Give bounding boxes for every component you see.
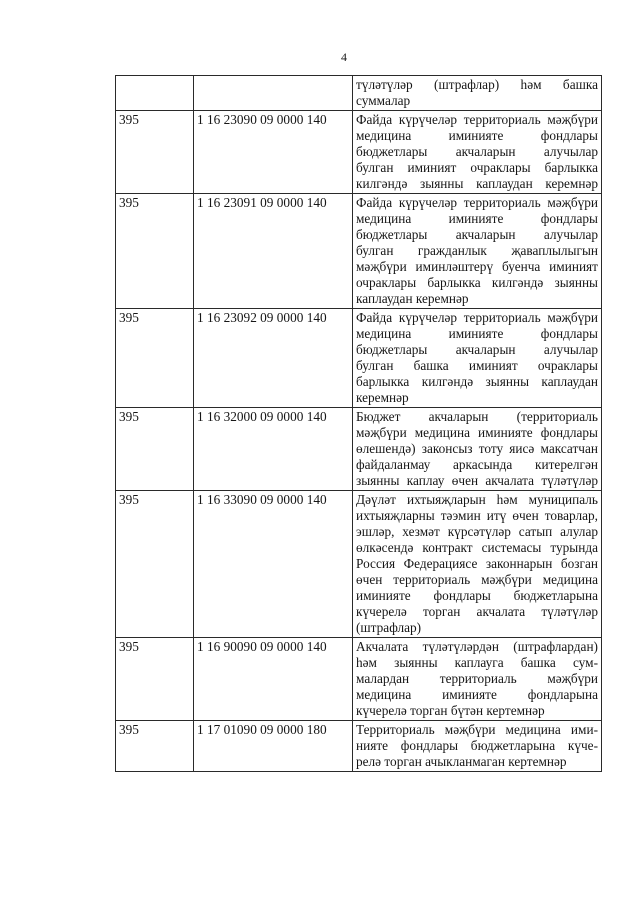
description-line: медицина иминияте фондлары [356, 326, 598, 341]
income-code-cell: 1 16 23092 09 0000 140 [194, 309, 353, 408]
income-code-cell [194, 76, 353, 111]
income-code-cell: 1 17 01090 09 0000 180 [194, 721, 353, 772]
description-line: булган башка иминият очраклары [356, 358, 598, 373]
description-line: ихтыяҗларны тәэмин итү өчен товарлар, [356, 508, 598, 523]
admin-code-cell [116, 76, 194, 111]
description-line: медицина иминияте фондлары [356, 128, 598, 143]
description-line: өлкәсендә контракт системасы турында [356, 540, 598, 555]
table-row [116, 408, 602, 491]
description-line: релә торган ачыкланмаган кертемнәр [356, 754, 567, 769]
description-line: каплаудан керемнәр [356, 291, 469, 306]
description-line: булган гражданлык җаваплылыгын [356, 243, 598, 258]
description-line: Файда күрүчеләр территориаль мәҗбүри [356, 310, 598, 325]
description-line: медицина иминияте фондларына [356, 687, 598, 702]
description-line: бюджетлары акчаларын алучылар [356, 144, 598, 159]
description-line: нияте фондлары бюджетларына күче- [356, 738, 598, 753]
description-line: Территориаль мәҗбүри медицина ими- [356, 722, 598, 737]
description-line: күчерелә торган бүтән кертемнәр [356, 703, 545, 718]
description-line: бюджетлары акчаларын алучылар [356, 342, 598, 357]
description-line: бюджетлары акчаларын алучылар [356, 227, 598, 242]
description-line: Россия Федерациясе законнарын бозган [356, 556, 598, 571]
description-line: барлыкка килгәндә зыянны каплаудан [356, 374, 598, 389]
table-row [116, 76, 602, 111]
description-line: Дәүләт ихтыяҗларын һәм муниципаль [356, 492, 598, 507]
table-row [116, 721, 602, 772]
description-cell [353, 721, 602, 772]
description-line: булган иминият очраклары барлыкка [356, 160, 598, 175]
admin-code-cell: 395 [116, 638, 194, 721]
income-code-cell: 1 16 90090 09 0000 140 [194, 638, 353, 721]
description-cell [353, 408, 602, 491]
description-line: һәм зыянны каплауга башка сум- [356, 655, 598, 670]
admin-code-cell: 395 [116, 194, 194, 309]
description-cell [353, 638, 602, 721]
budget-codes-table [115, 75, 602, 772]
income-code-cell: 1 16 32000 09 0000 140 [194, 408, 353, 491]
admin-code-cell: 395 [116, 111, 194, 194]
income-code-cell: 1 16 23091 09 0000 140 [194, 194, 353, 309]
description-line: керемнәр [356, 390, 409, 405]
description-line: суммалар [356, 93, 411, 108]
admin-code-cell: 395 [116, 491, 194, 638]
description-cell [353, 194, 602, 309]
admin-code-cell: 395 [116, 721, 194, 772]
description-line: иминияте фондлары бюджетларына [356, 588, 598, 603]
description-line: мәҗбүри иминләштерү буенча иминият [356, 259, 598, 274]
income-code-cell: 1 16 23090 09 0000 140 [194, 111, 353, 194]
table-row [116, 309, 602, 408]
description-line: файдаланмау аркасында китерелгән [356, 457, 598, 472]
description-cell [353, 76, 602, 111]
description-line: мәҗбүри медицина иминияте фондлары [356, 425, 598, 440]
description-line: эшләр, хезмәт күрсәтүләр сатып алулар [356, 524, 598, 539]
income-code-cell: 1 16 33090 09 0000 140 [194, 491, 353, 638]
page-number: 4 [341, 50, 347, 64]
description-line: Бюджет акчаларын (территориаль [356, 409, 598, 424]
table-row [116, 491, 602, 638]
description-line: медицина иминияте фондлары [356, 211, 598, 226]
description-cell [353, 111, 602, 194]
description-line: зыянны каплау өчен акчалата түләтүләр [356, 473, 598, 488]
description-line: Файда күрүчеләр территориаль мәҗбүри [356, 112, 598, 127]
description-line: күчерелә торган акчалата түләтүләр [356, 604, 598, 619]
description-line: малардан территориаль мәҗбүри [356, 671, 598, 686]
table-row [116, 194, 602, 309]
table-row [116, 111, 602, 194]
description-line: өлешендә) законсыз тоту яисә максатчан [356, 441, 598, 456]
description-line: Акчалата түләтүләрдән (штрафлардан) [356, 639, 598, 654]
table-row [116, 638, 602, 721]
description-line: өчен территориаль мәҗбүри медицина [356, 572, 598, 587]
description-cell [353, 491, 602, 638]
description-cell [353, 309, 602, 408]
admin-code-cell: 395 [116, 309, 194, 408]
description-line: килгәндә зыянны каплаудан керемнәр [356, 176, 598, 191]
description-line: (штрафлар) [356, 620, 422, 635]
description-line: Файда күрүчеләр территориаль мәҗбүри [356, 195, 598, 210]
description-line: түләтүләр (штрафлар) һәм башка [356, 77, 598, 92]
description-line: очраклары барлыкка килгәндә зыянны [356, 275, 598, 290]
admin-code-cell: 395 [116, 408, 194, 491]
